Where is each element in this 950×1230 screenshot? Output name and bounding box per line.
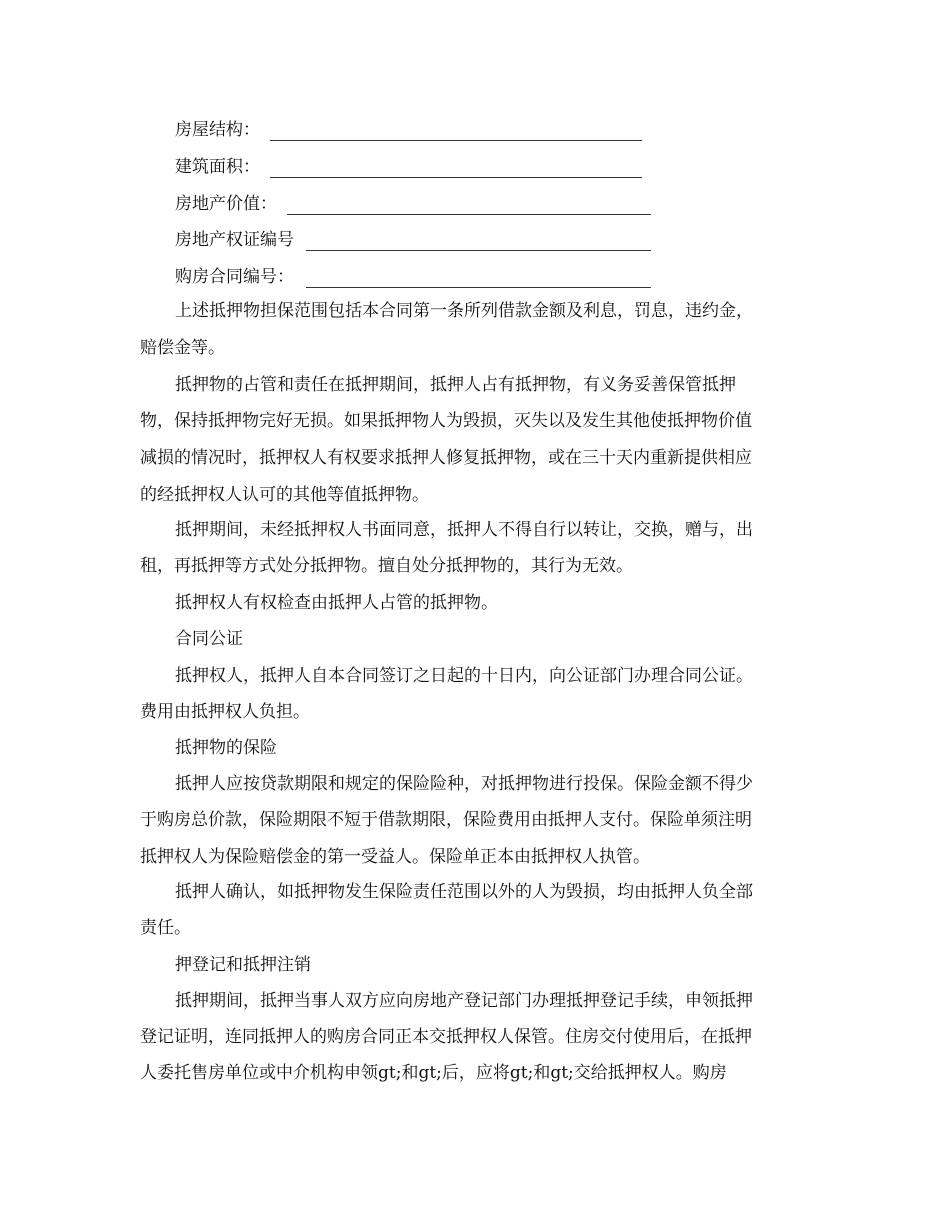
section-heading: 合同公证: [175, 629, 243, 649]
text-line: 抵押物的占管和责任在抵押期间，抵押人占有抵押物，有义务妥善保管抵押: [175, 375, 736, 395]
text-line: 抵押权人有权检查由抵押人占管的抵押物。: [175, 593, 498, 613]
text-line: 人委托售房单位或中介机构申领gt;和gt;后，应将gt;和gt;交给抵押权人。购房: [140, 1063, 727, 1083]
text-line: 于购房总价款，保险期限不短于借款期限，保险费用由抵押人支付。保险单须注明: [140, 810, 752, 830]
field-label: 购房合同编号：: [175, 267, 294, 287]
text-line: 抵押人确认，如抵押物发生保险责任范围以外的人为毁损，均由抵押人负全部: [175, 882, 753, 902]
text-line: 减损的情况时，抵押权人有权要求抵押人修复抵押物，或在三十天内重新提供相应: [140, 448, 752, 468]
field-house-structure: [175, 122, 260, 139]
field-building-area: [175, 159, 260, 176]
field-blank-line: [270, 177, 642, 178]
text-line: 的经抵押权人认可的其他等值抵押物。: [140, 485, 429, 505]
text-line: 抵押期间，抵押当事人双方应向房地产登记部门办理抵押登记手续，申领抵押: [175, 991, 753, 1011]
field-blank-line: [270, 140, 642, 141]
text-line: 登记证明，连同抵押人的购房合同正本交抵押权人保管。住房交付使用后，在抵押: [140, 1027, 752, 1047]
field-label: 房地产权证编号: [175, 230, 294, 250]
text-line: 抵押期间，未经抵押权人书面同意，抵押人不得自行以转让，交换，赠与，出: [175, 520, 753, 540]
field-blank-line: [287, 214, 651, 215]
section-heading: 押登记和抵押注销: [175, 955, 311, 975]
field-blank-line: [306, 287, 651, 288]
text-line: 抵押权人为保险赔偿金的第一受益人。保险单正本由抵押权人执管。: [140, 847, 650, 867]
text-line: 上述抵押物担保范围包括本合同第一条所列借款金额及利息，罚息，违约金，: [175, 301, 753, 321]
section-heading: 抵押物的保险: [175, 738, 277, 758]
field-purchase-contract-no: [175, 269, 294, 286]
field-label: 房屋结构：: [175, 120, 260, 140]
field-property-value: [175, 196, 277, 213]
text-line: 责任。: [140, 918, 191, 938]
text-line: 费用由抵押权人负担。: [140, 702, 310, 722]
field-label: 房地产价值：: [175, 194, 277, 214]
field-property-cert-no: [175, 232, 294, 249]
field-label: 建筑面积：: [175, 157, 260, 177]
text-line: 赔偿金等。: [140, 338, 225, 358]
text-line: 物，保持抵押物完好无损。如果抵押物人为毁损，灭失以及发生其他使抵押物价值: [140, 411, 752, 431]
text-line: 抵押权人，抵押人自本合同签订之日起的十日内，向公证部门办理合同公证。: [175, 666, 753, 686]
text-line: 租，再抵押等方式处分抵押物。擅自处分抵押物的，其行为无效。: [140, 556, 633, 576]
text-line: 抵押人应按贷款期限和规定的保险险种，对抵押物进行投保。保险金额不得少: [175, 774, 753, 794]
field-blank-line: [306, 250, 651, 251]
